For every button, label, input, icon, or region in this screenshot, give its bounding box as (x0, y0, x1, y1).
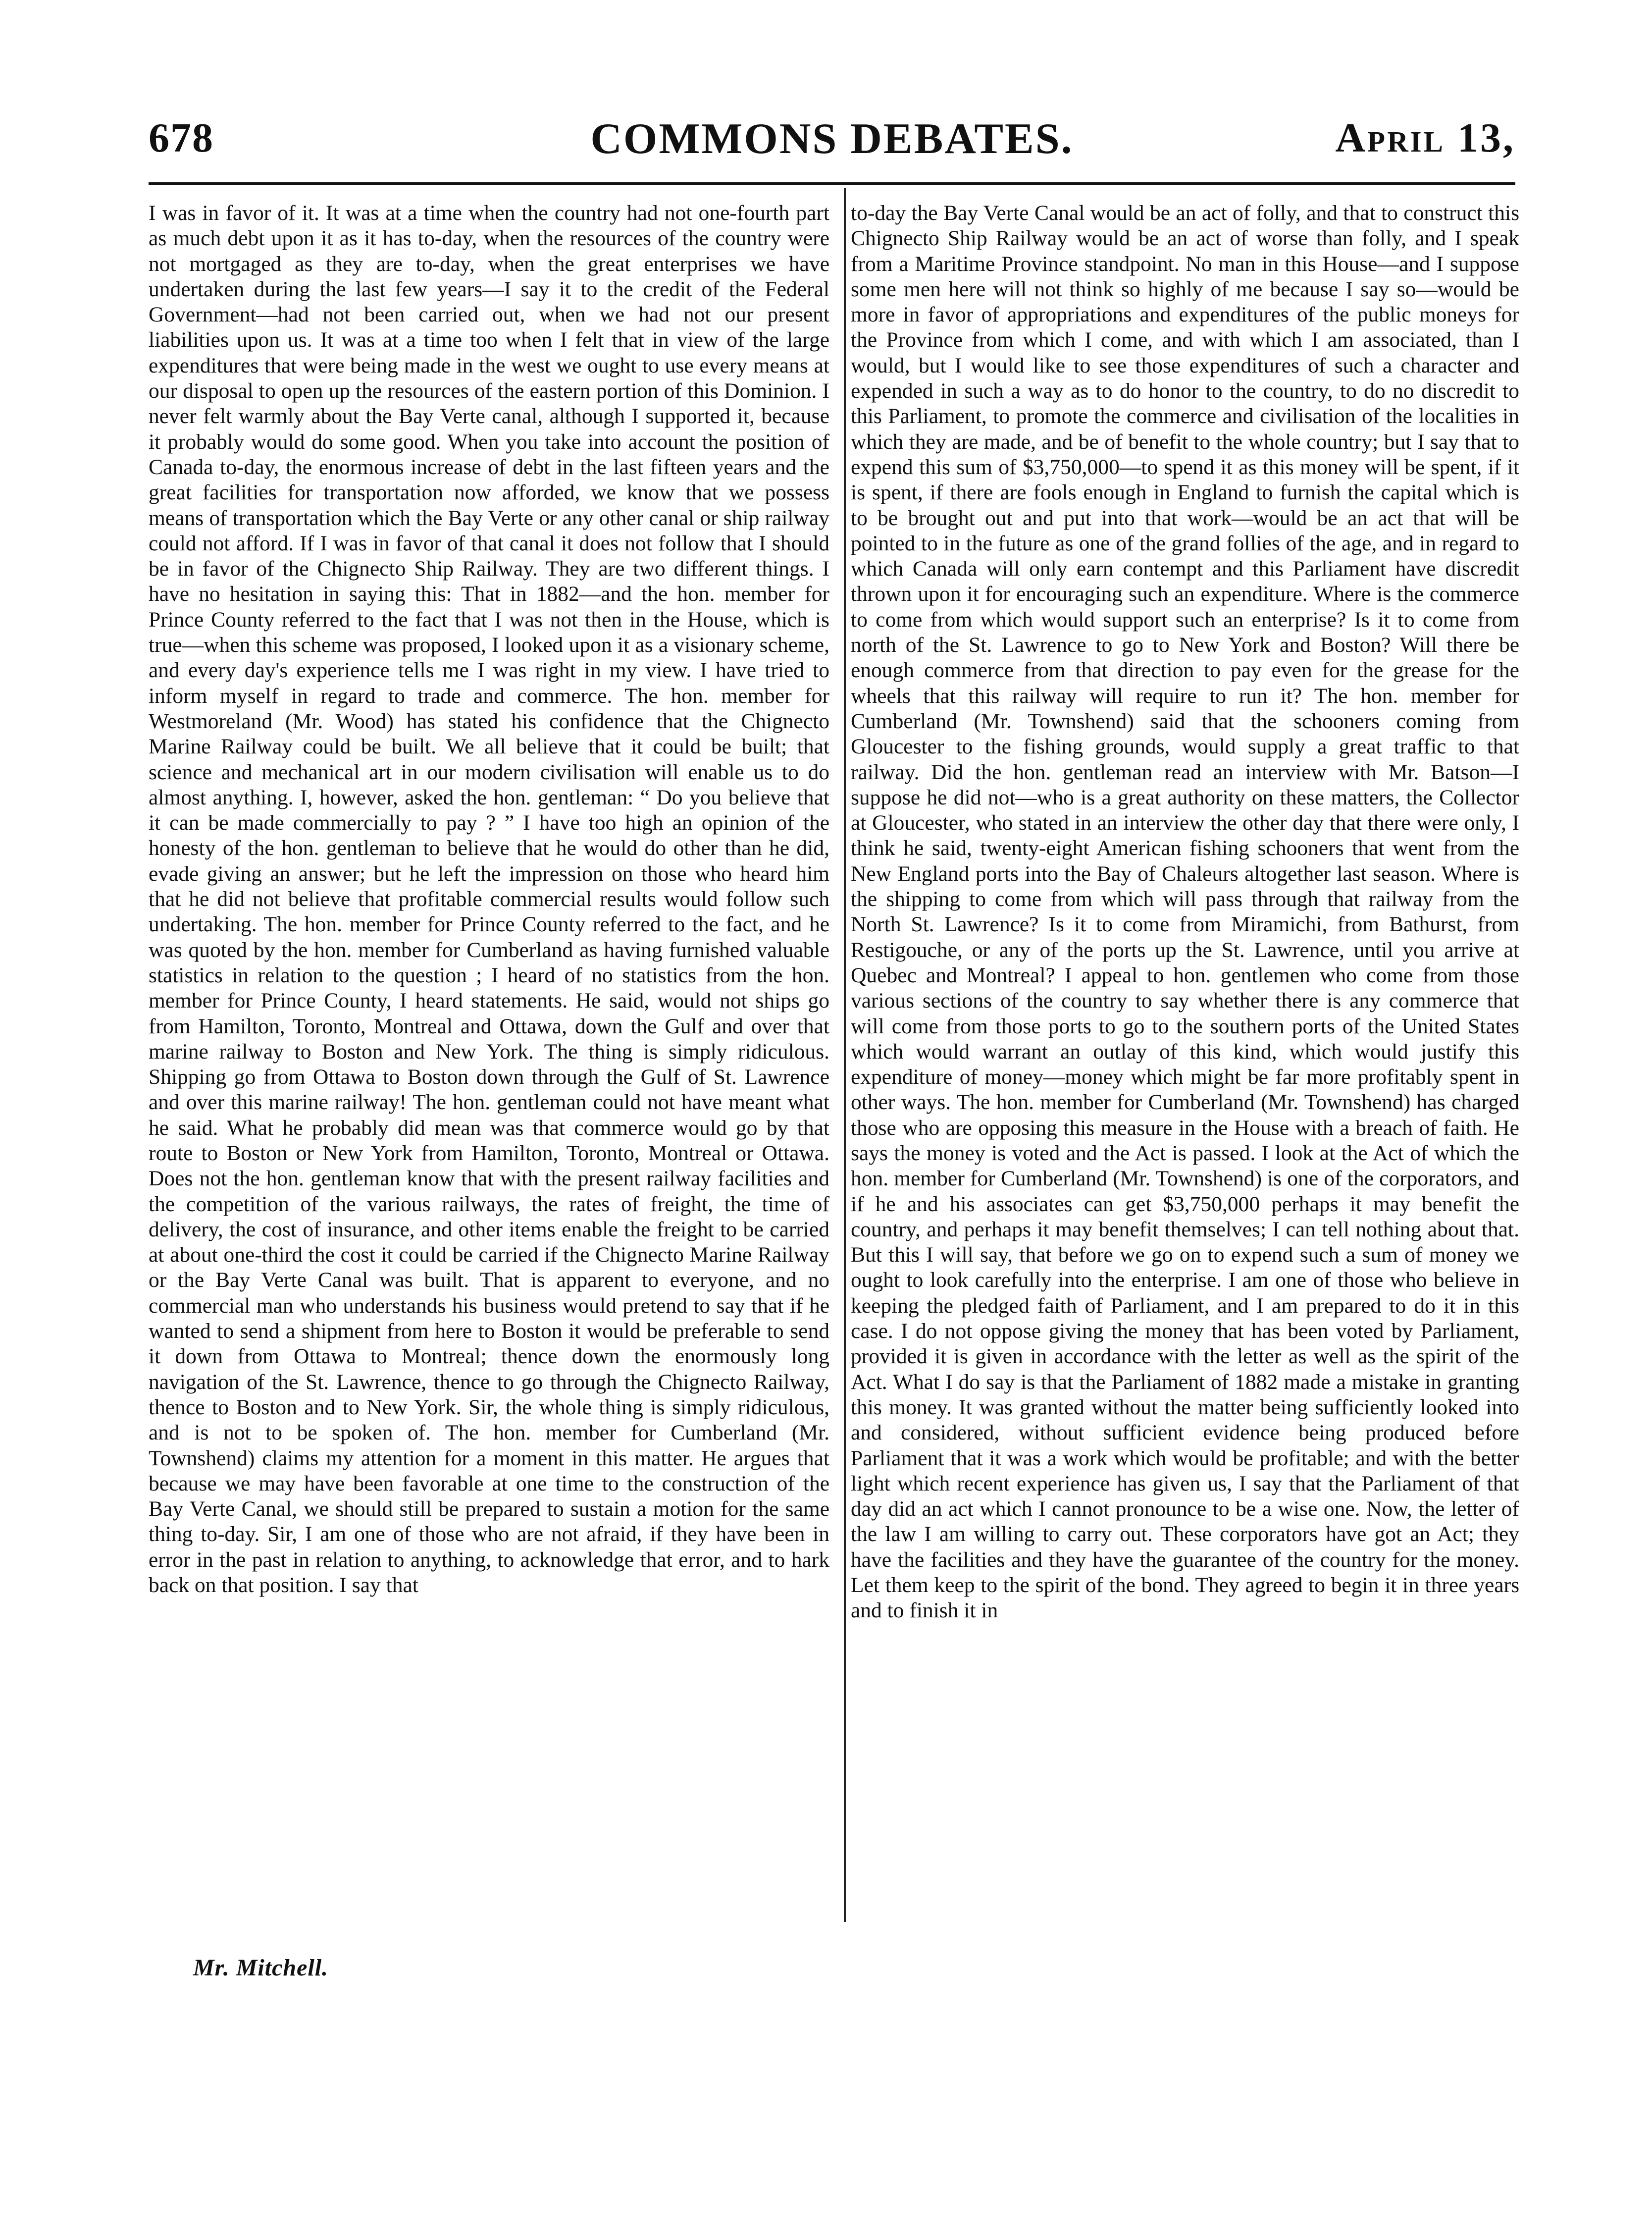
page-title: COMMONS DEBATES. (590, 115, 1074, 163)
left-column-text: I was in favor of it. It was at a time when the country had not one-fourth part as much debt upon it as it has to-day, when the resources of the country were not mortgaged as they are to-day, when the great enterprises we have undertaken during the last few years—I say it to the credit of the Federal Government—had not been carried out, when we had not our present liabilities upon us. It was at a time too when I felt that in view of the large expenditures that were being made in the west we ought to use every means at our disposal to open up the resources of the eastern portion of this Dominion. I never felt warmly about the Bay Verte canal, although I supported it, because it probably would do some good. When you take into account the position of Canada to-day, the enormous increase of debt in the last fifteen years and the great facilities for transportation now afforded, we know that we possess means of transportation which the Bay Verte or any other canal or ship railway could not afford. If I was in favor of that canal it does not follow that I should be in favor of the Chignecto Ship Railway. They are two different things. I have no hesitation in saying this: That in 1882—and the hon. member for Prince County referred to the fact that I was not then in the House, which is true—when this scheme was proposed, I looked upon it as a visionary scheme, and every day's experience tells me I was right in my view. I have tried to inform myself in regard to trade and commerce. The hon. member for Westmoreland (Mr. Wood) has stated his confidence that the Chignecto Marine Railway could be built. We all believe that it could be built; that science and mechanical art in our modern civilisation will enable us to do almost anything. I, however, asked the hon. gentleman: “ Do you believe that it can be made commercially to pay ? ” I have too high an opinion of the honesty of the hon. gentleman to believe that he would do other than he did, evade giving an answer; but he left the impression on those who heard him that he did not believe that profitable commercial results would follow such undertaking. The hon. member for Prince County referred to the fact, and he was quoted by the hon. member for Cumberland as having furnished valuable statistics in relation to the question ; I heard of no statistics from the hon. member for Prince County, I heard statements. He said, would not ships go from Hamilton, Toronto, Montreal and Ottawa, down the Gulf and over that marine railway to Boston and New York. The thing is simply ridiculous. Shipping go from Ottawa to Boston down through the Gulf of St. Lawrence and over this marine railway! The hon. gentleman could not have meant what he said. What he probably did mean was that commerce would go by that route to Boston or New York from Hamilton, Toronto, Montreal or Ottawa. Does not the hon. gentleman know that with the present railway facilities and the competition of the various railways, the rates of freight, the time of delivery, the cost of insurance, and other items enable the freight to be carried at about one-third the cost it could be carried if the Chignecto Marine Railway or the Bay Verte Canal was built. That is apparent to everyone, and no commercial man who understands his business would pretend to say that if he wanted to send a shipment from here to Boston it would be preferable to send it down from Ottawa to Montreal; thence down the enormously long navigation of the St. Lawrence, thence to go through the Chignecto Railway, thence to Boston and to New York. Sir, the whole thing is simply ridiculous, and is not to be spoken of. The hon. member for Cumberland (Mr. Townshend) claims my attention for a moment in this matter. He argues that because we may have been favorable at one time to the construction of the Bay Verte Canal, we should still be prepared to sustain a motion for the same thing to-day. Sir, I am one of those who are not afraid, if they have been in error in the past in relation to anything, to acknowledge that error, and to hark back on that position. I say that (149, 201, 829, 1597)
header-rule (149, 182, 1515, 185)
speaker-signature: Mr. Mitchell. (193, 1955, 329, 1981)
page-number: 678 (149, 115, 214, 161)
page-date: April 13, (1335, 115, 1515, 161)
left-column (149, 201, 829, 1598)
right-column-text: to-day the Bay Verte Canal would be an act of folly, and that to construct this Chignecto Ship Railway would be an act of worse than folly, and I speak from a Maritime Province standpoint. No man in this House—and I suppose some men here will not think so highly of me because I say so—would be more in favor of appropriations and expenditures of the public moneys for the Province from which I come, and with which I am associated, than I would, but I would like to see those expenditures of such a character and expended in such a way as to do honor to the country, to do no discredit to this Parliament, to promote the commerce and civilisation of the localities in which they are made, and be of benefit to the whole country; but I say that to expend this sum of $3,750,000—to spend it as this money will be spent, if it is spent, if there are fools enough in England to furnish the capital which is to be brought out and put into that work—would be an act that will be pointed to in the future as one of the grand follies of the age, and in regard to which Canada will only earn contempt and this Parliament have discredit thrown upon it for encouraging such an expenditure. Where is the commerce to come from which would support such an enterprise? Is it to come from north of the St. Lawrence to go to New York and Boston? Will there be enough commerce from that direction to pay even for the grease for the wheels that this railway will require to run it? The hon. member for Cumberland (Mr. Townshend) said that the schooners coming from Gloucester to the fishing grounds, would supply a great traffic to that railway. Did the hon. gentleman read an interview with Mr. Batson—I suppose he did not—who is a great authority on these matters, the Collector at Gloucester, who stated in an interview the other day that there were only, I think he said, twenty-eight American fishing schooners that went from the New England ports into the Bay of Chaleurs altogether last season. Where is the shipping to come from which will pass through that railway from the North St. Lawrence? Is it to come from Miramichi, from Bathurst, from Restigouche, or any of the ports up the St. Lawrence, until you arrive at Quebec and Montreal? I appeal to hon. gentlemen who come from those various sections of the country to say whether there is any commerce that will come from those ports to go to the southern ports of the United States which would warrant an outlay of this kind, which would justify this expenditure of money—money which might be far more profitably spent in other ways. The hon. member for Cumberland (Mr. Townshend) has charged those who are opposing this measure in the House with a breach of faith. He says the money is voted and the Act is passed. I look at the Act of which the hon. member for Cumberland (Mr. Townshend) is one of the corporators, and if he and his associates can get $3,750,000 perhaps it may benefit the country, and perhaps it may benefit themselves; I can tell nothing about that. But this I will say, that before we go on to expend such a sum of money we ought to look carefully into the enterprise. I am one of those who believe in keeping the pledged faith of Parliament, and I am prepared to do it in this case. I do not oppose giving the money that has been voted by Parliament, provided it is given in accordance with the letter as well as the spirit of the Act. What I do say is that the Parliament of 1882 made a mistake in granting this money. It was granted without the matter being sufficiently looked into and considered, without sufficient evidence being produced before Parliament that it was a work which would be profitable; and with the better light which recent experience has given us, I say that the Parliament of that day did an act which I cannot pronounce to be a wise one. Now, the letter of the law I am willing to carry out. These corporators have got an Act; they have the facilities and they have the guarantee of the country for the money. Let them keep to the spirit of the bond. They agreed to begin it in three years and to finish it in (851, 201, 1519, 1623)
right-column (851, 201, 1519, 1624)
page-header (149, 109, 1515, 168)
column-divider (844, 188, 846, 1922)
